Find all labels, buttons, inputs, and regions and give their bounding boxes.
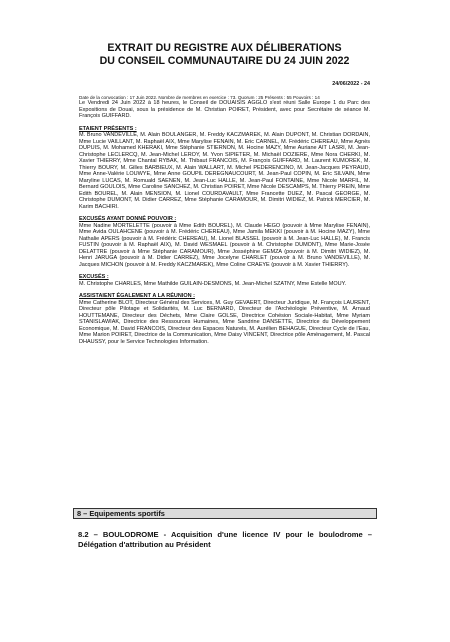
present-list: M. Bruno VANDEVILLE, M. Alain BOULANGER, M. Freddy KACZMAREK, M. Alain DUPONT, M. Christian DORDAIN, Mme Lucie VAILLANT, M. Raphaël AIX, Mme Marylise FENAIN, M. Eric CARNEL, M. Frédéric CHEREAU, Mme Agnès DUPUIS, M. Mohamed KHERAKI, Mme Stéphanie STIERNON, M. Hocine MAZY, Mme Auriane AIT LASRI, M. Jean-Christophe LECLERCQ, M. Jean-Michel LEROY, M. Yvon SIPIETER, M. Michaël DOZIERE, Mme Nora CHERKI, M. Xavier THIERRY, Mme Chantal RYBAK, M. Thibaut FRANCOIS, M. François GUIFFARD, M. Laurent KUMOREK, M. Thierry BOURY, M. Gilles BARBIEUX, M. Alain WALLART, M. Michel PEDERENCINO, M. Jean-Jacques PEYRAUD, Mme Anne-Valérie LOUWYE, Mme Anne GOUPIL DEREGNAUCOURT, M. Jean-Paul COPIN, M. Eric SILVAIN, Mme Maryline LUCAS, M. Romuald SAENEN, M. Jean-Luc HALLE, M. Jean-Paul FONTAINE, Mme Nicole MARFIL, M. Bernard GOULOIS, Mme Caroline SANCHEZ, M. Christian POIRET, Mme Nicole DESCAMPS, M. Thierry PREIN, Mme Edith BOUREL, M. Alain MENSION, M. Lionel COURDAVAULT, Mme Francette DUEZ, M. Pascal GEORGE, M. Christophe DUMONT, M. Didier CARREZ, Mme Stéphanie CARAMOUR, M. Dimitri WIDIEZ, M. Patrick MERCIER, M. Karim BACHIRI. (79, 132, 370, 210)
convocation-info: Date de la convocation : 17 Juin 2022. Nombre de membres en exercice : 73. Quorum : 25 Présents : 55 Pouvoirs : 14 (79, 95, 320, 100)
agenda-section-title: 8 – Equipements sportifs (73, 508, 377, 519)
title-line-1: EXTRAIT DU REGISTRE AUX DÉLIBERATIONS (107, 42, 342, 54)
present-heading: ETAIENT PRÉSENTS : (79, 125, 137, 132)
title-line-2: DU CONSEIL COMMUNAUTAIRE DU 24 JUIN 2022 (99, 55, 350, 67)
meeting-intro: Le Vendredi 24 Juin 2022 à 18 heures, le Conseil de DOUAISIS AGGLO s'est réuni Salle Europe 1 du Parc des Expositions de Douai, sous la présidence de M. Christian POIRET, Président, avec pour Secrétaire de séance M. François GUIFFARD. (79, 100, 370, 119)
deliberation-reference: 24/06/2022 - 24 (332, 81, 370, 87)
attendees-section (79, 293, 370, 345)
agenda-item-title: 8.2 – BOULODROME - Acquisition d'une licence IV pour le boulodrome – Délégation d'attribution au Président (78, 530, 372, 549)
proxy-section (79, 216, 370, 268)
proxy-heading: EXCUSÉS AYANT DONNÉ POUVOIR : (79, 216, 177, 222)
attendees-heading: ASSISTAIENT ÉGALEMENT A LA RÉUNION : (79, 293, 196, 299)
present-section (79, 126, 370, 211)
excused-list: M. Christophe CHARLES, Mme Mathilde GUILAIN-DESMONS, M. Jean-Michel SZATNY, Mme Estelle MOUY. (79, 280, 347, 287)
attendees-list: Mme Catherine BLOT, Directeur Général des Services, M. Guy GEVAERT, Directeur Juridique, M. François LAURENT, Directeur pôle Pilotage et Solidarités, M. Luc BERNARD, Directeur de l'Archéologie Préventive, M. Arnaud HOUTTEMANE, Directeur des Déchets, Mme Claire GOLSE, Directrice Cohésion Sociale-Habitat, Mme Myriam STANISLAWIAK, Directrice des Ressources Humaines, Mme Sandrine DANSETTE, Directrice du Développement Economique, M. David FRANCOIS, Directeur des Espaces Naturels, M. Aurélien BEHAGUE, Directeur Cycle de l'Eau, Mme Marion POIRET, Directrice de la Communication, Mme Daisy VINCENT, Directrice pôle Aménagement, M. Pascal DHAUSSY, pour le Service Technologies Information. (79, 299, 370, 345)
excused-section (79, 274, 370, 287)
document-page (0, 42, 450, 642)
excused-heading: EXCUSÉS : (79, 274, 109, 280)
proxy-list: Mme Nadine MORTELETTE (pouvoir à Mme Edith BOUREL), M. Claude HEGO (pouvoir à Mme Marylise FENAIN), Mme Avida OULAHCENE (pouvoir à M. Frédéric CHEREAU), Mme Jamila MEKKI (pouvoir à M. Hocine MAZY), Mme Nathalie APERS (pouvoir à M. Frédéric CHEREAU), M. Lionel BLASSEL (pouvoir à M. Jean-Luc HALLE), M. Francis FUSTIN (pouvoir à M. Raphaël AIX), M. David WESMAEL (pouvoir à M. Christophe DUMONT), Mme Marie-Josée DELATTRE (pouvoir à Mme Stéphanie CARAMOUR), Mme Josséphine GEMZA (pouvoir à M. Dimitri WIDIEZ), M. Henri JARUGA (pouvoir à M. Didier CARREZ), Mme Jocelyne CHARLET (pouvoir à M. Bruno VANDEVILLE), M. Jacques MICHON (pouvoir à M. Freddy KACZMAREK), Mme Coline CRAEYE (pouvoir à M. Xavier THIERRY). (79, 222, 370, 268)
document-title (79, 42, 370, 68)
